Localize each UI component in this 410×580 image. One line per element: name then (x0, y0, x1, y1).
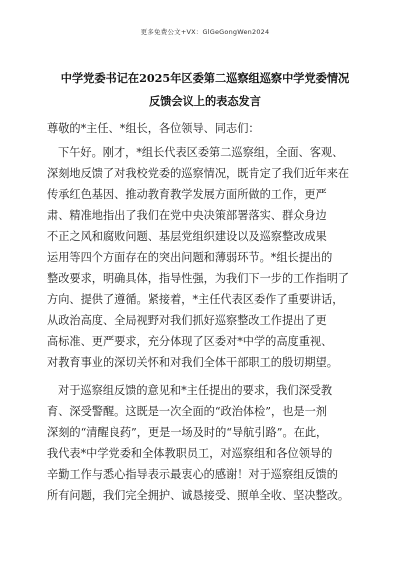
body-line: 对于巡察组反馈的意见和*主任提出的要求，我们深受教 (58, 384, 333, 397)
body-line: 深刻地反馈了对我校党委的巡察情况，既肯定了我们近年来在 (47, 167, 350, 180)
body-line: 运用等四个方面存在的突出问题和薄弱环节。*组长提出的 (47, 251, 333, 264)
body-line: 对教育事业的深切关怀和对我们全体干部职工的殷切期望。 (47, 356, 338, 369)
body-line: 育、深受警醒。这既是一次全面的“政治体检”，也是一剂 (47, 405, 327, 418)
body-line: 整改要求，明确具体，指导性强，为我们下一步的工作指明了 (47, 272, 350, 285)
header-note: 更多免费公文+VX：GlGeGongWen2024 (140, 28, 270, 36)
document-title-line-1: 中学党委书记在2025年区委第二巡察组巡察中学党委情况 (60, 71, 350, 85)
salutation: 尊敬的*主任、*组长，各位领导、同志们： (47, 122, 260, 135)
body-line: 高标准、更严要求，充分体现了区委对*中学的高度重视、 (47, 335, 333, 348)
body-line: 深刻的“清醒良药”，更是一场及时的“导航引路”。在此， (47, 426, 328, 439)
body-line: 方向、提供了遵循。紧接着，*主任代表区委作了重要讲话， (47, 293, 344, 306)
body-line: 不正之风和腐败问题、基层党组织建设以及巡察整改成果 (47, 230, 327, 243)
body-line: 传承红色基因、推动教育教学发展方面所做的工作，更严 (47, 188, 327, 201)
body-line: 辛勤工作与悉心指导表示最衷心的感谢！对于巡察组反馈的 (47, 468, 338, 481)
body-line: 所有问题，我们完全拥护、诚恳接受、照单全收、坚决整改。 (47, 489, 350, 502)
body-line: 肃、精准地指出了我们在党中央决策部署落实、群众身边 (47, 209, 327, 222)
body-line: 从政治高度、全局视野对我们抓好巡察整改工作提出了更 (47, 314, 327, 327)
body-line: 下午好。刚才，*组长代表区委第二巡察组，全面、客观、 (58, 146, 344, 159)
document-title-line-2: 反馈会议上的表态发言 (149, 94, 261, 108)
body-line: 我代表*中学党委和全体教职员工，对巡察组和各位领导的 (47, 447, 333, 460)
